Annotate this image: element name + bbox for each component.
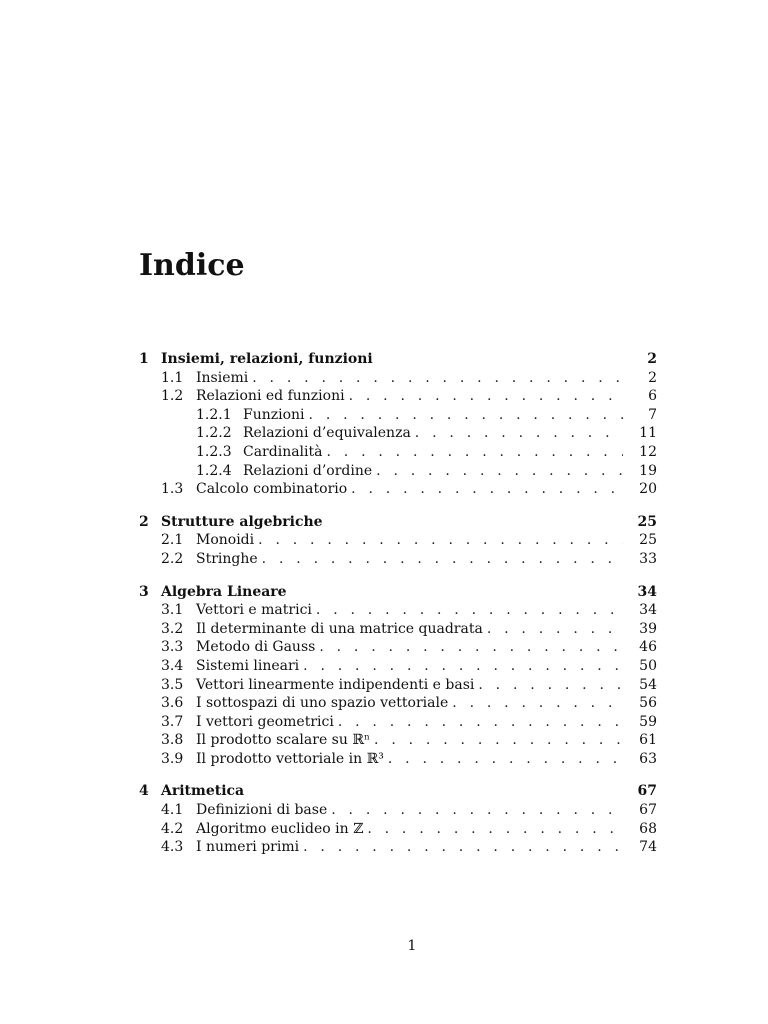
- toc-chapter-block: [139, 782, 657, 856]
- entry-number: 1.2.3: [196, 443, 232, 460]
- chapter-title: Insiemi, relazioni, funzioni: [161, 351, 373, 367]
- chapter-number: 1: [139, 351, 149, 367]
- entry-number: 3.8: [161, 732, 184, 749]
- entry-number: 3.1: [161, 602, 184, 619]
- toc-section-entry[interactable]: [139, 638, 657, 657]
- toc-chapter-entry[interactable]: [139, 350, 657, 369]
- entry-label: Relazioni d’equivalenza: [243, 425, 411, 442]
- entry-label: Vettori e matrici: [196, 602, 312, 619]
- entry-page: 2: [648, 369, 657, 386]
- entry-label: Calcolo combinatorio: [196, 481, 348, 498]
- dot-leader: [367, 820, 623, 839]
- entry-page: 61: [639, 732, 657, 749]
- dot-leader: [331, 801, 623, 820]
- entry-page: 25: [639, 532, 657, 549]
- entry-number: 1.1: [161, 369, 184, 386]
- chapter-page: 67: [637, 783, 657, 800]
- toc-subsection-entry[interactable]: [139, 443, 657, 462]
- toc-subsection-entry[interactable]: [139, 424, 657, 443]
- toc-chapter-entry[interactable]: [139, 782, 657, 801]
- toc-section-entry[interactable]: [139, 820, 657, 839]
- toc-subsection-entry[interactable]: [139, 462, 657, 481]
- chapter-page: 2: [647, 351, 657, 367]
- entry-page: 12: [639, 443, 657, 460]
- toc-section-entry[interactable]: [139, 801, 657, 820]
- chapter-title: Algebra Lineare: [161, 583, 287, 600]
- entry-label: Il prodotto vettoriale in ℝ³: [196, 750, 384, 767]
- entry-label: Vettori linearmente indipendenti e basi: [196, 676, 475, 693]
- toc-section-entry[interactable]: [139, 387, 657, 406]
- entry-label: Definizioni di base: [196, 802, 328, 819]
- toc-section-entry[interactable]: [139, 838, 657, 857]
- toc-section-entry[interactable]: [139, 750, 657, 769]
- entry-label: Algoritmo euclideo in ℤ: [196, 820, 364, 837]
- chapter-page: 25: [637, 513, 657, 530]
- chapter-title: Strutture algebriche: [161, 513, 323, 530]
- dot-leader: [309, 406, 623, 425]
- entry-label: Metodo di Gauss: [196, 639, 316, 656]
- entry-page: 19: [639, 462, 657, 479]
- entry-number: 4.2: [161, 820, 184, 837]
- entry-label: I sottospazi di uno spazio vettoriale: [196, 695, 449, 712]
- dot-leader: [349, 387, 623, 406]
- dot-leader: [374, 731, 623, 750]
- entry-number: 4.1: [161, 802, 184, 819]
- entry-page: 59: [639, 713, 657, 730]
- chapter-number: 2: [139, 513, 149, 530]
- entry-page: 74: [639, 839, 657, 856]
- dot-leader: [415, 424, 623, 443]
- entry-page: 46: [639, 639, 657, 656]
- entry-label: Insiemi: [196, 369, 249, 386]
- toc-chapter-entry[interactable]: [139, 583, 657, 602]
- entry-number: 2.1: [161, 532, 184, 549]
- entry-page: 7: [648, 406, 657, 423]
- dot-leader: [452, 694, 623, 713]
- entry-label: I numeri primi: [196, 839, 300, 856]
- dot-leader: [303, 657, 623, 676]
- entry-label: Stringhe: [196, 550, 258, 567]
- entry-number: 1.2.2: [196, 425, 232, 442]
- toc-section-entry[interactable]: [139, 620, 657, 639]
- entry-label: Il determinante di una matrice quadrata: [196, 620, 483, 637]
- entry-number: 3.2: [161, 620, 184, 637]
- entry-page: 63: [639, 750, 657, 767]
- entry-number: 2.2: [161, 550, 184, 567]
- dot-leader: [258, 531, 623, 550]
- toc-section-entry[interactable]: [139, 369, 657, 388]
- toc-subsection-entry[interactable]: [139, 406, 657, 425]
- dot-leader: [388, 750, 623, 769]
- toc-section-entry[interactable]: [139, 480, 657, 499]
- chapter-page: 34: [637, 583, 657, 600]
- toc-chapter-block: [139, 350, 657, 499]
- toc-section-entry[interactable]: [139, 531, 657, 550]
- dot-leader: [351, 480, 623, 499]
- page-number: 1: [407, 938, 417, 954]
- entry-page: 68: [639, 820, 657, 837]
- table-of-contents: [139, 350, 657, 871]
- entry-page: 6: [648, 388, 657, 405]
- dot-leader: [338, 713, 623, 732]
- entry-page: 67: [639, 802, 657, 819]
- dot-leader: [319, 638, 623, 657]
- entry-number: 3.6: [161, 695, 184, 712]
- entry-number: 3.3: [161, 639, 184, 656]
- entry-page: 54: [639, 676, 657, 693]
- entry-page: 20: [639, 481, 657, 498]
- dot-leader: [303, 838, 623, 857]
- entry-label: Relazioni ed funzioni: [196, 388, 345, 405]
- chapter-number: 3: [139, 583, 149, 600]
- entry-label: I vettori geometrici: [196, 713, 334, 730]
- entry-number: 1.2: [161, 388, 184, 405]
- entry-number: 1.2.1: [196, 406, 232, 423]
- dot-leader: [326, 443, 623, 462]
- dot-leader: [376, 462, 623, 481]
- entry-page: 33: [639, 550, 657, 567]
- toc-section-entry[interactable]: [139, 550, 657, 569]
- toc-section-entry[interactable]: [139, 731, 657, 750]
- entry-number: 3.4: [161, 657, 184, 674]
- dot-leader: [478, 676, 623, 695]
- entry-number: 3.5: [161, 676, 184, 693]
- toc-chapter-block: [139, 513, 657, 569]
- entry-page: 56: [639, 695, 657, 712]
- entry-number: 3.7: [161, 713, 184, 730]
- entry-label: Cardinalità: [243, 443, 323, 460]
- entry-number: 1.2.4: [196, 462, 232, 479]
- toc-section-entry[interactable]: [139, 657, 657, 676]
- entry-page: 50: [639, 657, 657, 674]
- entry-label: Funzioni: [243, 406, 305, 423]
- toc-section-entry[interactable]: [139, 601, 657, 620]
- toc-chapter-block: [139, 583, 657, 769]
- page-title: Indice: [139, 248, 245, 283]
- chapter-number: 4: [139, 783, 149, 800]
- entry-label: Sistemi lineari: [196, 657, 300, 674]
- entry-number: 4.3: [161, 839, 184, 856]
- entry-label: Il prodotto scalare su ℝⁿ: [196, 732, 371, 749]
- toc-section-entry[interactable]: [139, 676, 657, 695]
- entry-label: Relazioni d’ordine: [243, 462, 373, 479]
- entry-number: 1.3: [161, 481, 184, 498]
- entry-page: 39: [639, 620, 657, 637]
- toc-section-entry[interactable]: [139, 713, 657, 732]
- dot-leader: [316, 601, 623, 620]
- toc-section-entry[interactable]: [139, 694, 657, 713]
- chapter-title: Aritmetica: [161, 783, 245, 800]
- dot-leader: [262, 550, 623, 569]
- dot-leader: [252, 369, 623, 388]
- entry-page: 34: [639, 602, 657, 619]
- toc-chapter-entry[interactable]: [139, 513, 657, 532]
- entry-page: 11: [639, 425, 657, 442]
- dot-leader: [487, 620, 623, 639]
- entry-label: Monoidi: [196, 532, 255, 549]
- entry-number: 3.9: [161, 750, 184, 767]
